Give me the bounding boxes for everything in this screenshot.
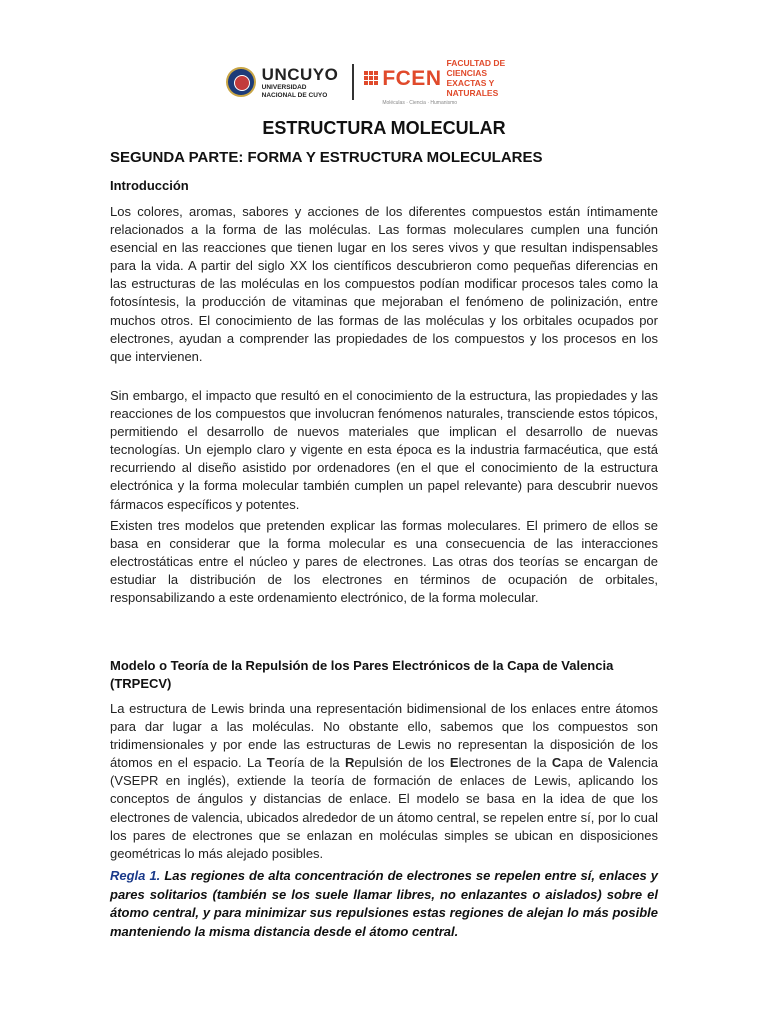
rule-1-label: Regla 1. (110, 868, 161, 883)
fcen-tagline: Moléculas · Ciencia · Humanismo (382, 100, 458, 106)
model-heading: Modelo o Teoría de la Repulsión de los Pares Electrónicos de la Capa de Valencia (TRPECV) (110, 658, 614, 691)
uncuyo-sub1: UNIVERSIDAD (261, 83, 307, 91)
paragraph-intro-1: Los colores, aromas, sabores y acciones de los diferentes compuestos están íntimamente relacionados a la forma de las moléculas. Las formas moleculares cumplen una función esencial en las reacciones que tienen lugar en los seres vivos y que resultan indispensables para la vida. A partir del siglo XX los científicos descubrieron como pequeñas diferencias en las estructuras de las moléculas en los compuestos podían modificar procesos tales como la fotosíntesis, la producción de vitaminas que mejoraban el fenómeno de polinización, entre muchos otros. El conocimiento de las formas de las moléculas y los orbitales ocupados por electrones, ayudan a comprender las propiedades de los compuestos y los procesos en los que intervienen. (110, 204, 658, 364)
uncuyo-sub2: NACIONAL DE CUYO (261, 91, 328, 99)
paragraph-intro-3: Existen tres modelos que pretenden explicar las formas moleculares. El primero de ellos se basa en considerar que la forma molecular es una consecuencia de las interacciones electrostáticas entre el núcleo y pares de electrones. Las otras dos teorías se encargan de estudiar la distribución de los electrones en términos de ocupación de orbitales, responsabilizando a este ordenamiento electrónico, de la forma molecular. (110, 518, 658, 606)
intro-heading: Introducción (110, 178, 189, 193)
fcen-logo (364, 58, 546, 106)
paragraph-intro-2: Sin embargo, el impacto que resultó en el conocimiento de la estructura, las propiedades y las reacciones de los compuestos que involucran fenómenos naturales, transciende estos tópicos, permitiendo el desarrollo de nuevos materiales que implican el desarrollo de nuevas tecnologías. Un ejemplo claro y vigente en esta época es la industria farmacéutica, que está recurriendo al diseño asistido por ordenadores (en el que el conocimiento de la estructura electrónica y la forma molecular también cumplen un papel relevante) para descubrir nuevos fármacos específicos y potentes. (110, 388, 658, 512)
header-logos (226, 60, 546, 104)
fcen-full-line1: FACULTAD DE CIENCIAS (446, 58, 506, 78)
fcen-full-name (446, 58, 546, 98)
document-title: ESTRUCTURA MOLECULAR (262, 118, 506, 138)
paragraph-model: La estructura de Lewis brinda una representación bidimensional de los enlaces entre átomos para dar lugar a las moléculas. No obstante ello, sabemos que los compuestos son tridimensionales y por ende las estructuras de Lewis no representan la disposición de los átomos en el espacio. La Teoría de la Repulsión de los Electrones de la Capa de Valencia (VSEPR en inglés), extiende la teoría de formación de enlaces de Lewis, aplicando los conceptos de ángulos y distancias de enlace. El modelo se basa en la idea de que los electrones de valencia, ubicados alrededor de un átomo central, se repelen entre sí, por lo cual los pares de electrones que se enlazan en moléculas simples se ubican en disposiciones geométricas lo más alejado posibles. (110, 701, 658, 861)
uncuyo-seal-logo (226, 67, 256, 97)
fcen-name: FCEN (382, 66, 442, 90)
rule-1-text: Las regiones de alta concentración de electrones se repelen entre sí, enlaces y pares solitarios (también se los suele llamar libres, no enlazantes o aislados) sobre el átomo central, y para minimizar sus repulsiones estas regiones de alejan lo más posible manteniendo la misma distancia desde el átomo central. (110, 868, 659, 939)
fcen-squares-icon (364, 71, 378, 85)
fcen-full-line2: EXACTAS Y NATURALES (446, 78, 499, 98)
uncuyo-name: UNCUYO (261, 64, 339, 84)
uncuyo-logo-text (262, 66, 339, 99)
rule-1 (110, 867, 658, 941)
logo-divider (352, 64, 354, 100)
document-subtitle: SEGUNDA PARTE: FORMA Y ESTRUCTURA MOLECULARES (110, 149, 543, 166)
